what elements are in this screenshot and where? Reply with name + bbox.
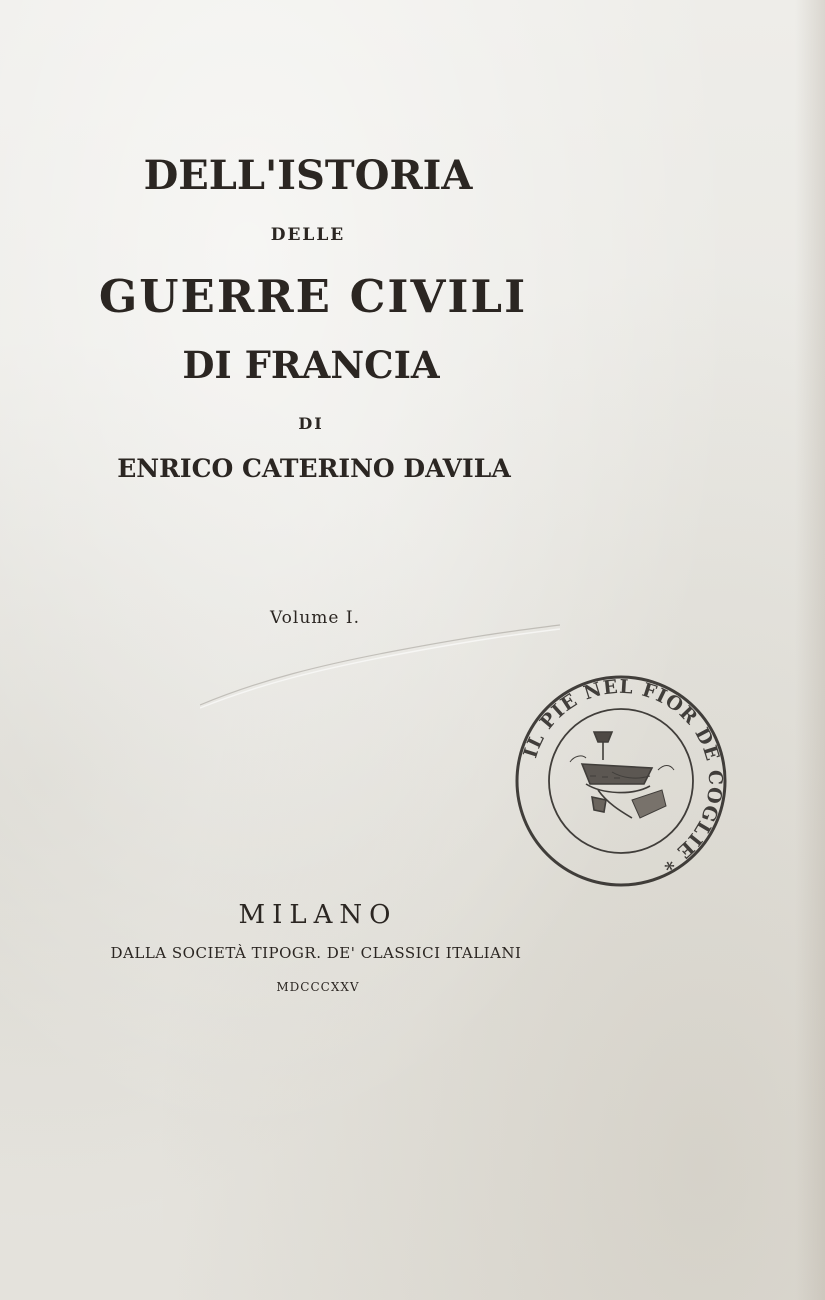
ship-emblem-icon [570,732,674,818]
imprint-year: MDCCCXXV [276,980,360,994]
paper-crease [200,610,560,730]
title-line-1: DELL'ISTORIA [143,152,473,199]
volume-label: Volume I. [269,608,361,628]
imprint-publisher: DALLA SOCIETÀ TIPOGR. DE' CLASSICI ITALIANI [110,944,522,962]
title-line-2: DELLE [270,225,346,245]
svg-text:IL PIE NEL FIOR DE COGLIE *: IL PIE NEL FIOR DE COGLIE * [519,675,727,876]
imprint-city: MILANO [238,900,398,930]
title-line-5: DI [298,414,324,433]
author-name: ENRICO CATERINO DAVILA [117,454,511,483]
title-line-4: DI FRANCIA [182,343,440,387]
page-edge-shadow [795,0,825,1300]
title-line-3: GUERRE CIVILI [98,270,528,323]
library-stamp [512,672,730,890]
